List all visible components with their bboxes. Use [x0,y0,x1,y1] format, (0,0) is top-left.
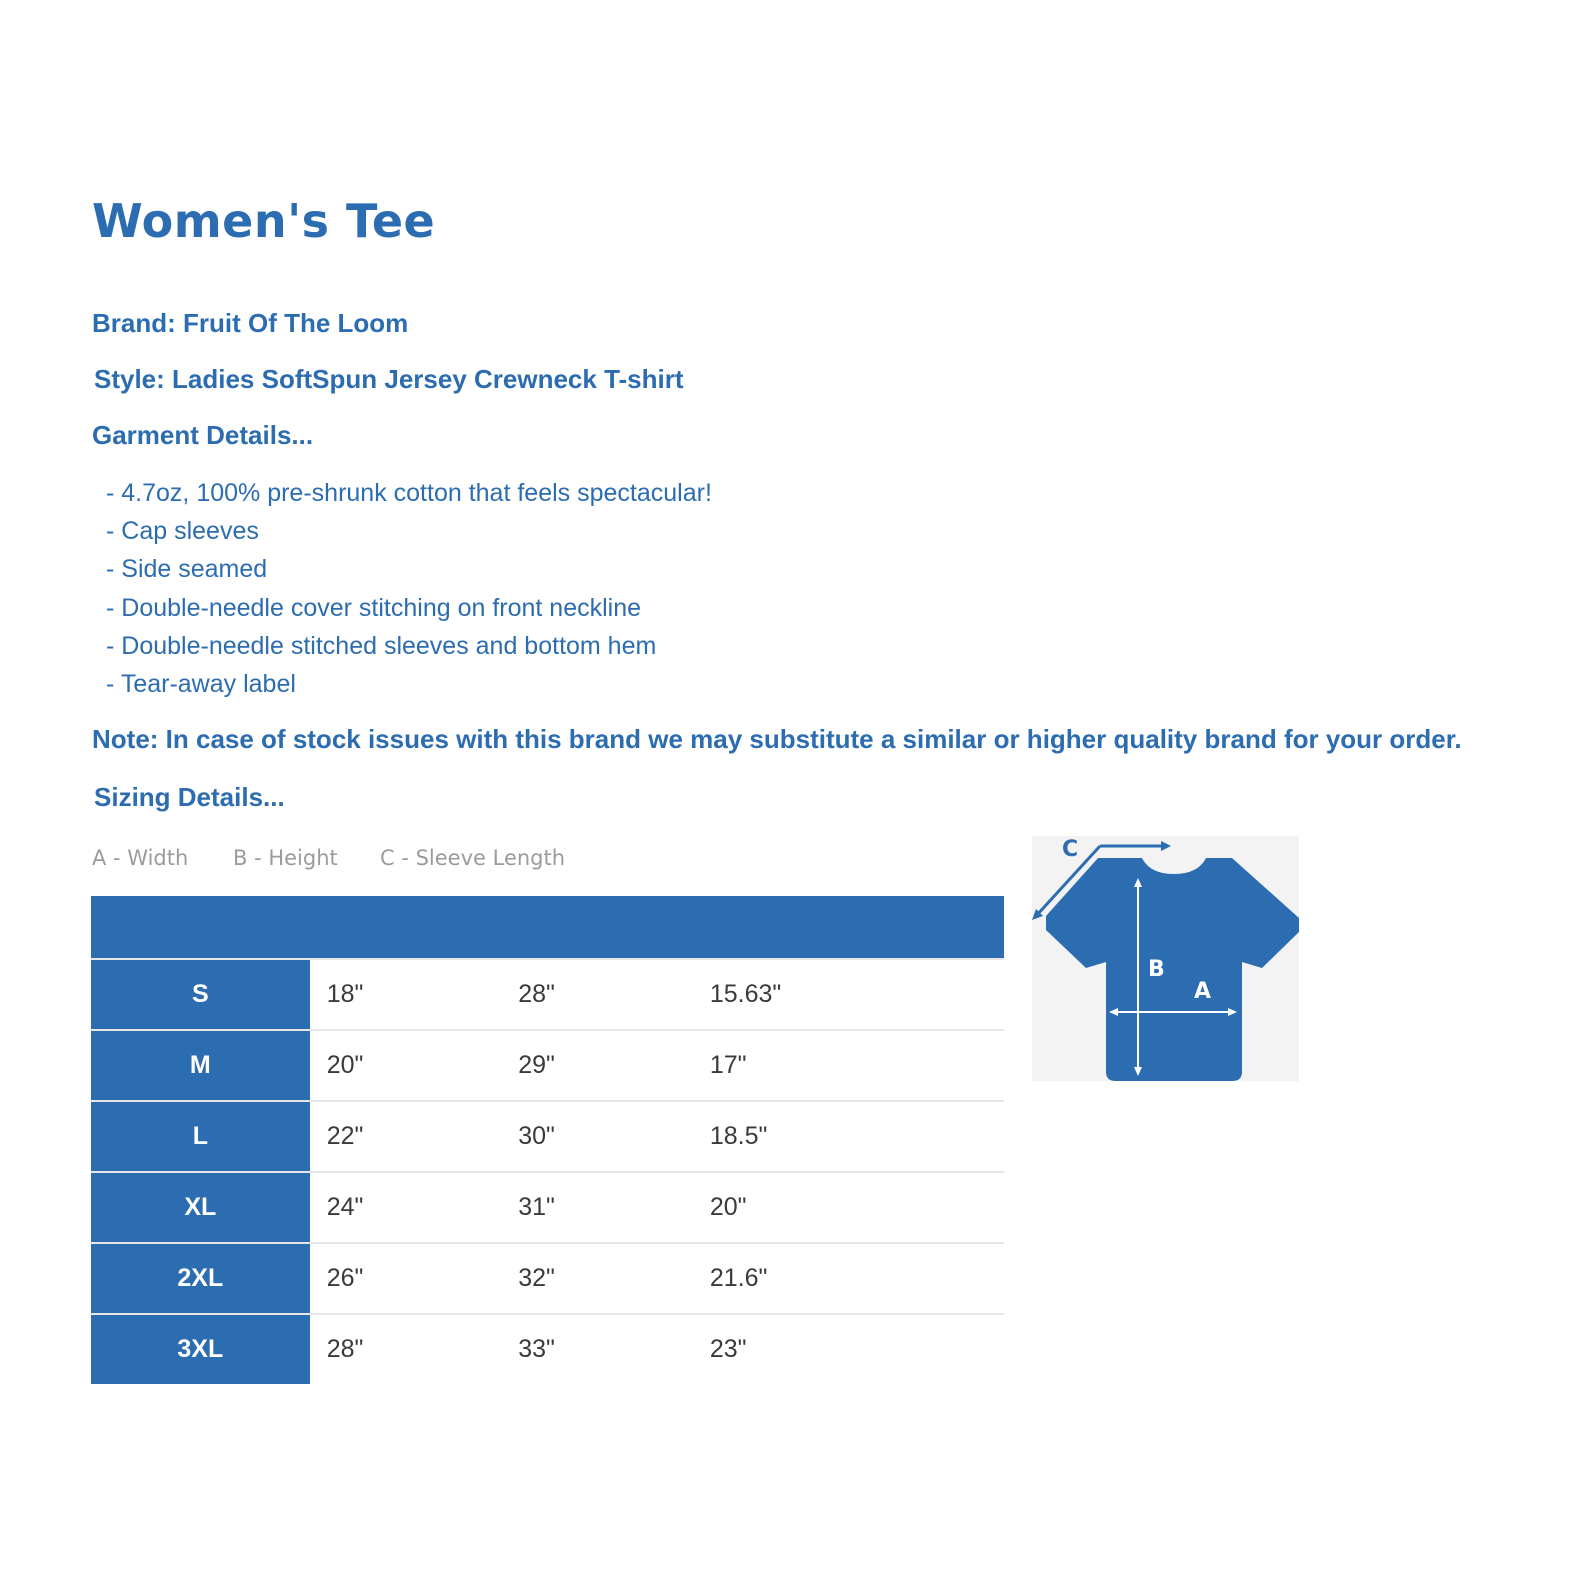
table-row [91,1242,1004,1313]
height-cell: 31" [518,1193,555,1221]
height-cell: 29" [518,1051,555,1079]
sleeve-length-cell: 17" [709,1051,747,1079]
height-cell: 28" [518,980,555,1008]
table-header [91,896,1004,958]
sizing-details-heading: Sizing Details... [94,782,285,812]
table-row [91,1171,1004,1242]
garment-details-list [106,478,712,707]
garment-detail-item: - Side seamed [106,555,268,584]
garment-detail-item: - Double-needle cover stitching on front neckline [106,593,642,622]
height-cell: 33" [518,1335,555,1363]
garment-detail-item: - 4.7oz, 100% pre-shrunk cotton that feels spectacular! [106,479,712,507]
sleeve-length-cell: 20" [709,1193,747,1221]
width-cell: 26" [326,1264,364,1292]
garment-details-heading: Garment Details... [92,420,314,450]
style-line: Style: Ladies SoftSpun Jersey Crewneck T-shirt [94,364,684,394]
garment-detail-item: - Tear-away label [106,669,296,698]
sleeve-arrow-head [1161,841,1171,851]
sleeve-length-cell: 23" [709,1335,747,1363]
width-cell: 24" [326,1193,364,1221]
width-cell: 20" [326,1051,364,1079]
size-label: 3XL [91,1315,310,1384]
size-label: S [91,960,310,1029]
tshirt-shape [1046,858,1299,1081]
width-cell: 22" [326,1122,364,1150]
garment-detail-item: - Double-needle stitched sleeves and bottom hem [106,631,657,660]
legend-height: B - Height [233,846,338,870]
page-title: Women's Tee [92,194,436,248]
measurement-legend [92,846,565,870]
height-cell: 30" [518,1122,555,1150]
tshirt-measurement-diagram [1032,836,1299,1081]
size-label: L [91,1102,310,1171]
width-cell: 28" [326,1335,364,1363]
size-label: M [91,1031,310,1100]
table-row [91,958,1004,1029]
table-row [91,1100,1004,1171]
diagram-label-c: C [1062,837,1079,862]
sleeve-length-cell: 15.63" [709,980,782,1008]
height-cell: 32" [518,1264,555,1292]
garment-detail-item: - Cap sleeves [106,517,259,546]
diagram-label-a: A [1194,979,1212,1004]
table-row [91,1029,1004,1100]
sleeve-length-cell: 18.5" [709,1122,768,1150]
table-row [91,1313,1004,1384]
legend-width: A - Width [92,846,189,870]
brand-line: Brand: Fruit Of The Loom [92,308,409,338]
sleeve-length-cell: 21.6" [709,1264,768,1292]
width-cell: 18" [326,980,364,1008]
size-chart-table [91,896,1004,1384]
size-label: 2XL [91,1244,310,1313]
substitution-note: Note: In case of stock issues with this brand we may substitute a similar or higher quality brand for your order. [92,724,1462,754]
legend-sleeve-length: C - Sleeve Length [380,846,566,870]
tshirt-icon [1032,836,1299,1081]
diagram-label-b: B [1148,957,1165,982]
size-label: XL [91,1173,310,1242]
